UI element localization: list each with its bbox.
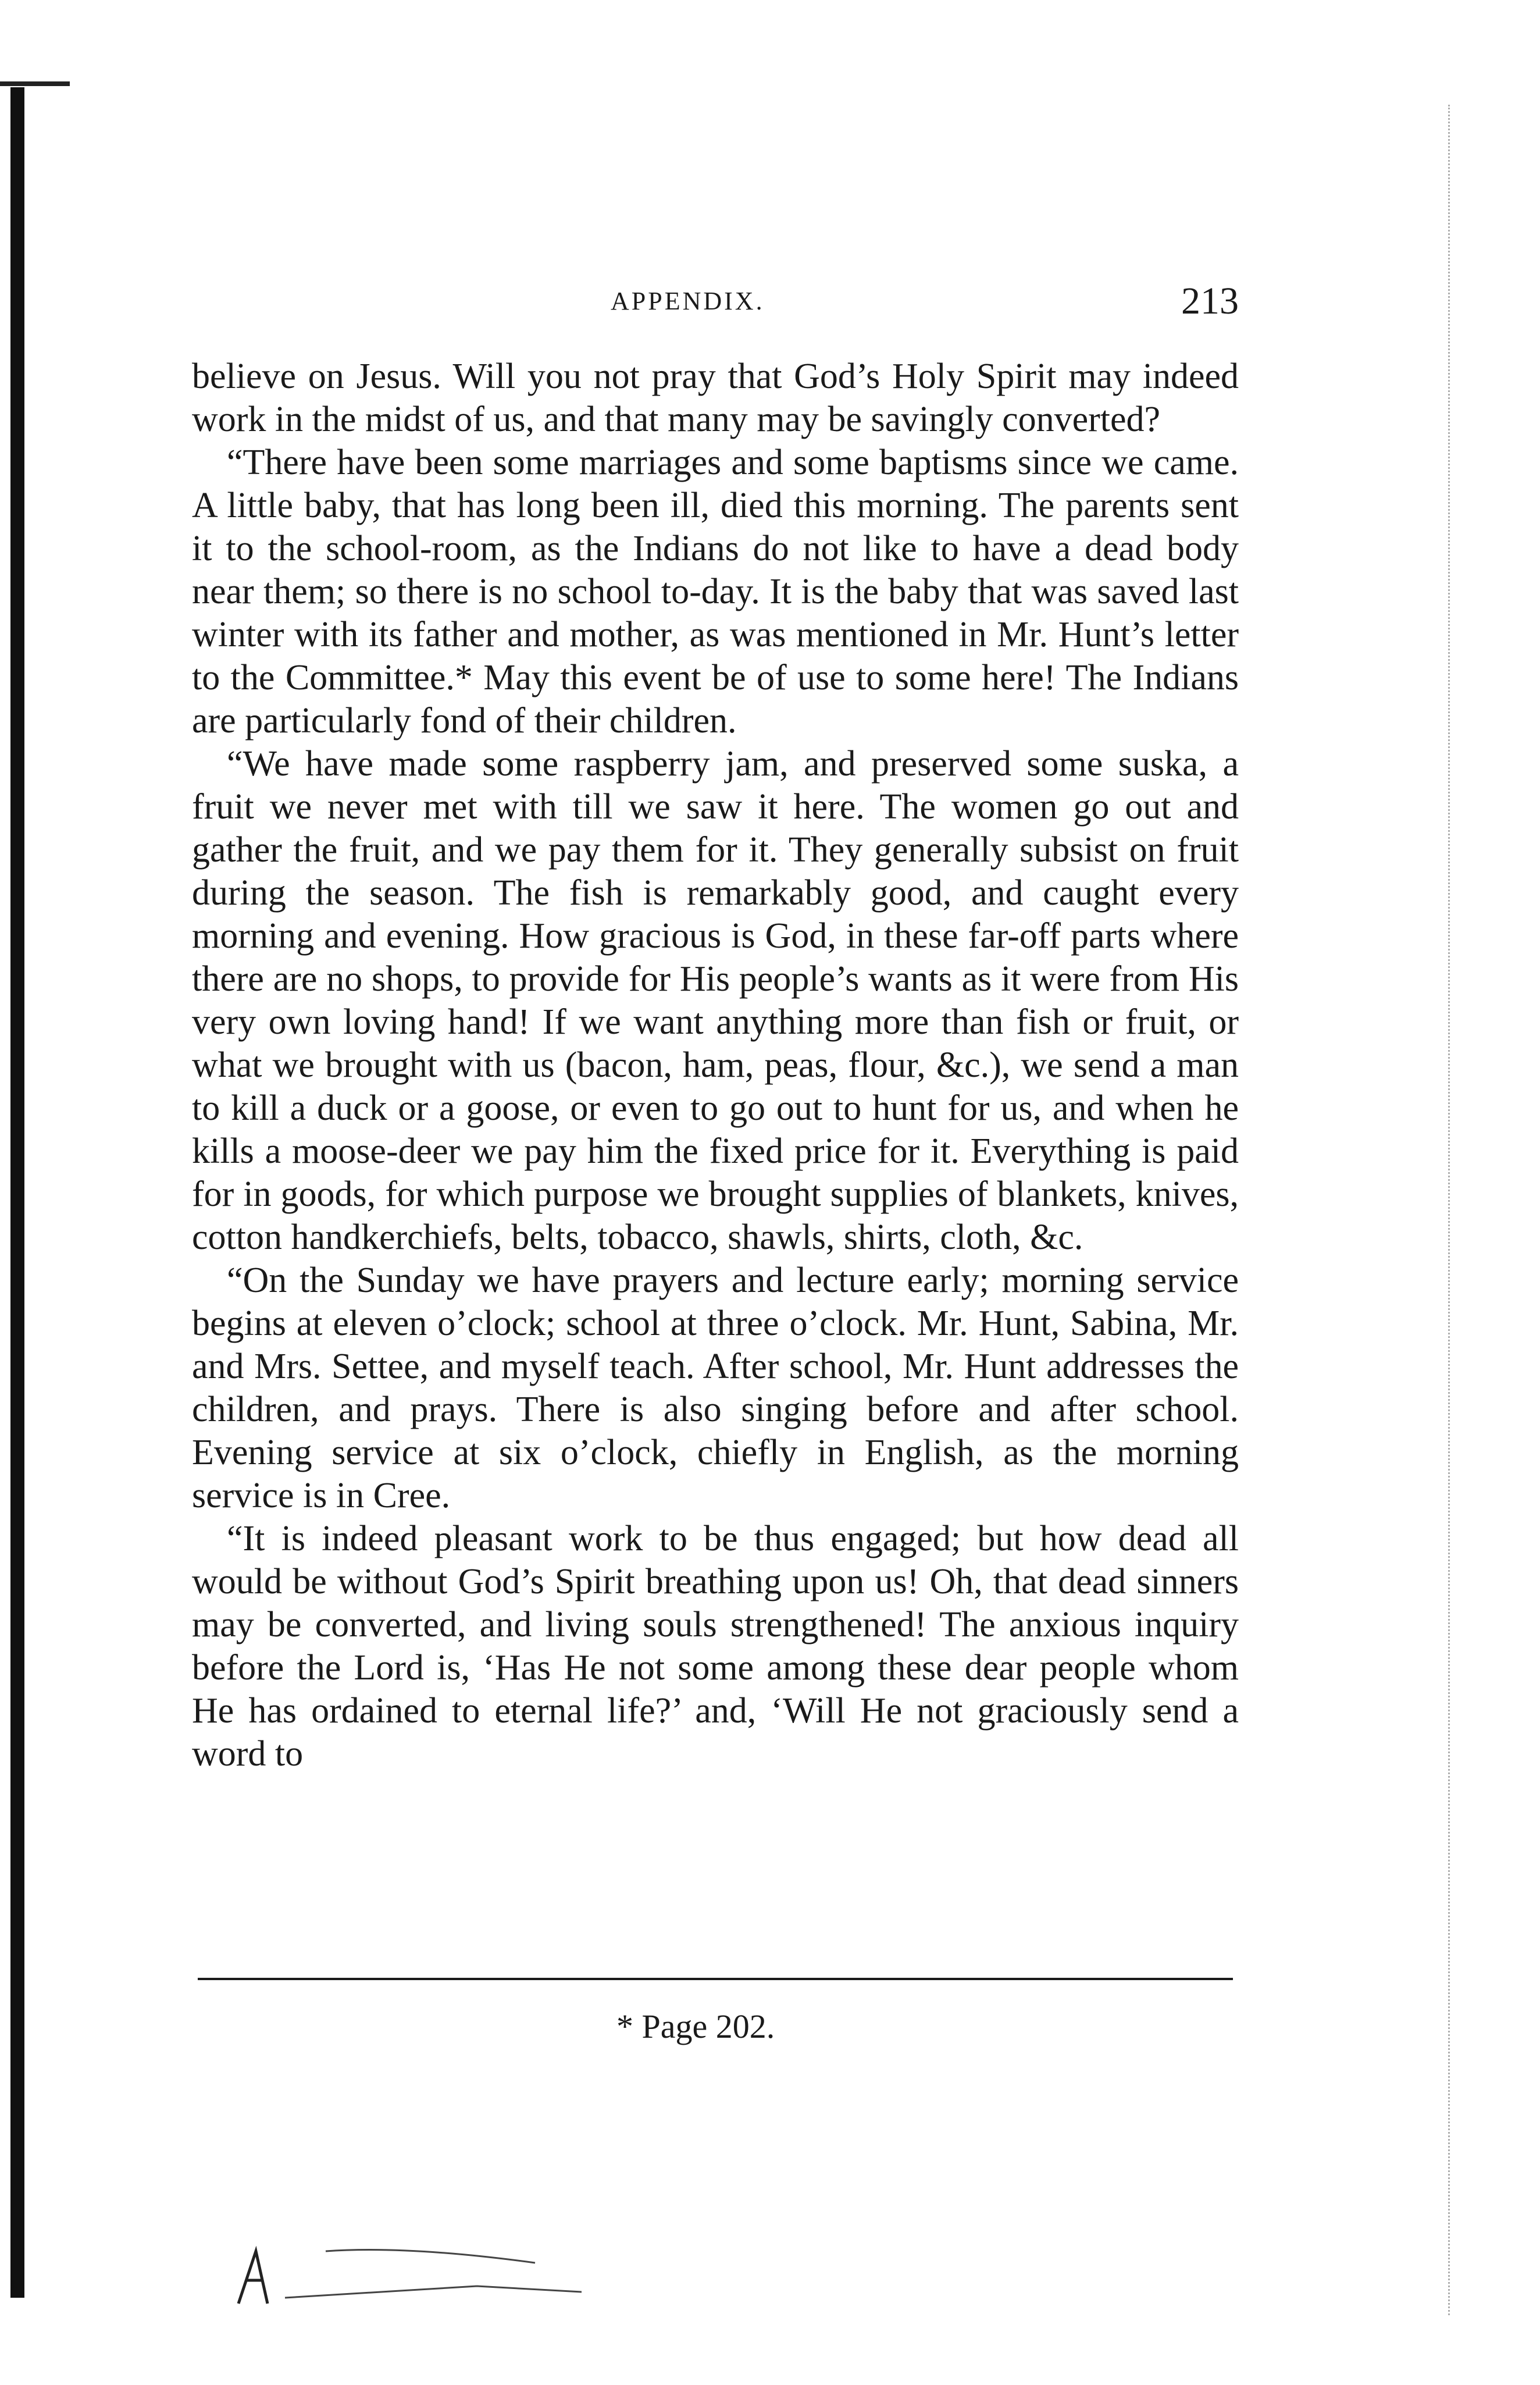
paragraph-4: “On the Sunday we have prayers and lecture early; morning service begins at eleven o’clock; school at three o’clock. Mr. Hunt, Sabina, Mr. and Mrs. Settee, and myself teach. After school, Mr. Hunt addresses the children, and prays. There is also singing before and after school. Evening service at six o’clock, chiefly in English, as the morning service is in Cree. xyxy=(192,1261,1239,1515)
footnote-rule xyxy=(198,1978,1233,1980)
body-text xyxy=(192,355,1239,1775)
scan-binding-edge xyxy=(10,87,24,2298)
running-head-title: APPENDIX. xyxy=(611,287,765,315)
scan-binding-top xyxy=(0,81,70,86)
handwritten-mark xyxy=(233,2199,756,2315)
running-head xyxy=(192,279,1239,326)
scan-edge-marks xyxy=(1448,105,1467,2315)
page-number: 213 xyxy=(1181,280,1239,322)
paragraph-3: “We have made some raspberry jam, and preserved some suska, a fruit we never met with till we saw it here. The women go out and gather the fruit, and we pay them for it. They generally subsist on fruit during the season. The fish is remarkably good, and caught every morning and evening. How gracious is God, in these far-off parts where there are no shops, to provide for His people’s wants as it were from His very own loving hand! If we want anything more than fish or fruit, or what we brought with us (bacon, ham, peas, flour, &c.), we send a man to kill a duck or a goose, or even to go out to hunt for us, and when he kills a moose-deer we pay him the fixed price for it. Everything is paid for in goods, for which purpose we brought supplies of blankets, knives, cotton handkerchiefs, belts, tobacco, shawls, shirts, cloth, &c. xyxy=(192,744,1239,1257)
footnote: * Page 202. xyxy=(616,2007,775,2045)
paragraph-5: “It is indeed pleasant work to be thus engaged; but how dead all would be without God’s Spirit breathing upon us! Oh, that dead sinners may be converted, and living souls strengthened! The anxious inquiry before the Lord is, ‘Has He not some among these dear people whom He has ordained to eternal life?’ and, ‘Will He not graciously send a word to xyxy=(192,1519,1239,1774)
paragraph-1: believe on Jesus. Will you not pray that God’s Holy Spirit may indeed work in the midst of us, and that many may be savingly converted? xyxy=(192,357,1239,439)
paragraph-2: “There have been some marriages and some baptisms since we came. A little baby, that has long been ill, died this morning. The parents sent it to the school-room, as the Indians do not like to have a dead body near them; so there is no school to-day. It is the baby that was saved last winter with its father and mother, as was mentioned in Mr. Hunt’s letter to the Committee.* May this event be of use to some here! The Indians are particularly fond of their children. xyxy=(192,443,1239,741)
